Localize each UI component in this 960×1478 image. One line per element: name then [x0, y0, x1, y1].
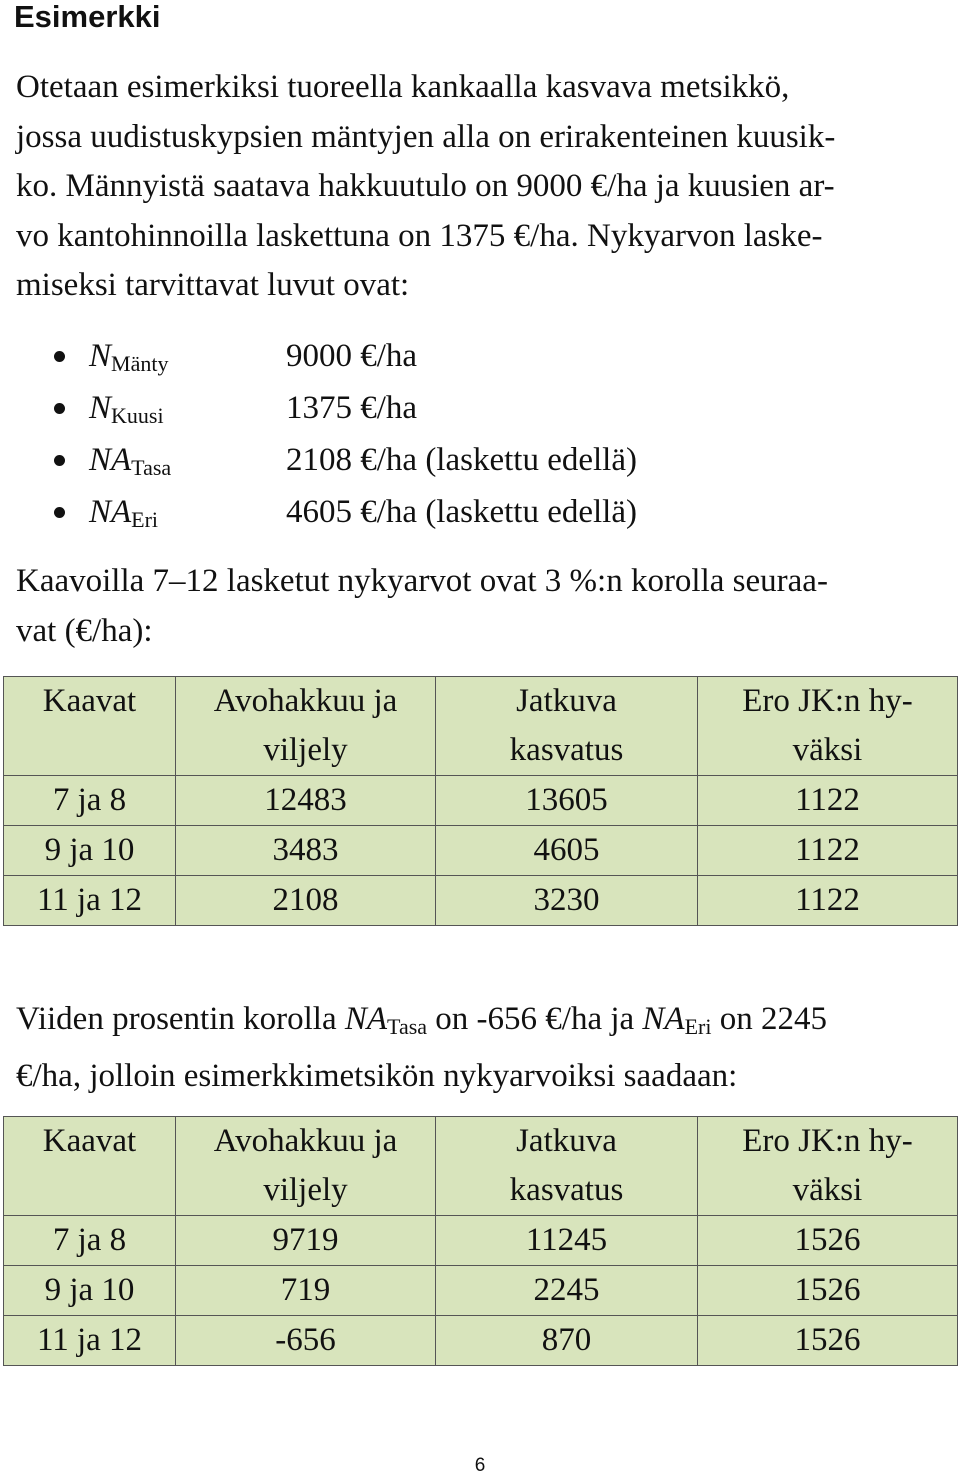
paragraph-line: Viiden prosentin korolla $NA_{Tasa}$ on -656 €/ha ja $NA_{Eri}$ on 2245	[16, 1001, 827, 1039]
variable-value: 1375 €/ha	[286, 390, 418, 426]
table-cell: 11 ja 12	[4, 876, 176, 926]
table-cell: 3230	[436, 876, 698, 926]
table-cell: 1122	[698, 876, 958, 926]
variable-value: 9000 €/ha	[286, 338, 418, 374]
bullet-icon	[54, 455, 65, 466]
table-cell: 3483	[176, 826, 436, 876]
intro-line: jossa uudistuskypsien mäntyjen alla on erirakenteinen kuusik-	[16, 118, 836, 155]
table-cell: 1526	[698, 1216, 958, 1266]
variable-symbol: $NA_{Tasa}$	[89, 442, 172, 480]
table-cell: 2108	[176, 876, 436, 926]
table-cell: 719	[176, 1266, 436, 1316]
table-header-row	[4, 677, 958, 776]
table-cell: 13605	[436, 776, 698, 826]
values-list	[16, 330, 916, 538]
header-formulas: Kaavat	[4, 1117, 176, 1216]
intro-line: Otetaan esimerkiksi tuoreella kankaalla kasvava metsikkö,	[16, 69, 790, 105]
variable-value: 4605 €/ha (laskettu edellä)	[286, 494, 637, 530]
table-cell: 1526	[698, 1266, 958, 1316]
section-heading: Esimerkki	[14, 0, 161, 34]
intro-paragraph	[16, 63, 944, 311]
table-cell: 7 ja 8	[4, 1216, 176, 1266]
table-header-row	[4, 1117, 958, 1216]
list-item	[16, 382, 916, 434]
table-cell: 12483	[176, 776, 436, 826]
header-clearcut: Avohakkuu ja viljely	[176, 677, 436, 776]
list-item	[16, 330, 916, 382]
table-cell: 1526	[698, 1316, 958, 1366]
table-row	[4, 776, 958, 826]
bullet-icon	[54, 351, 65, 362]
page-number: 6	[474, 1455, 486, 1476]
table-row	[4, 1266, 958, 1316]
table-cell: 1122	[698, 776, 958, 826]
table-cell: 870	[436, 1316, 698, 1366]
present-value-table-5pct	[3, 1116, 958, 1366]
table-cell: 1122	[698, 826, 958, 876]
intro-line: vo kantohinnoilla laskettuna on 1375 €/ha. Nykyarvon laske-	[16, 217, 823, 254]
header-formulas: Kaavat	[4, 677, 176, 776]
intro-line: ko. Männyistä saatava hakkuutulo on 9000 €/ha ja kuusien ar-	[16, 168, 835, 204]
variable-symbol: $N_{Mänty}$	[89, 338, 169, 376]
interest-3-paragraph	[16, 557, 944, 656]
table-cell: 9 ja 10	[4, 826, 176, 876]
intro-line: miseksi tarvittavat luvut ovat:	[16, 267, 410, 303]
table-cell: 9 ja 10	[4, 1266, 176, 1316]
list-item	[16, 486, 916, 538]
table-cell: 2245	[436, 1266, 698, 1316]
paragraph-line: €/ha, jolloin esimerkkimetsikön nykyarvoiksi saadaan:	[16, 1057, 738, 1094]
present-value-table-3pct	[3, 676, 958, 926]
list-item	[16, 434, 916, 486]
interest-5-paragraph	[16, 995, 946, 1101]
paragraph-line: vat (€/ha):	[16, 612, 153, 649]
header-continuous: Jatkuva kasvatus	[436, 1117, 698, 1216]
table-cell: -656	[176, 1316, 436, 1366]
header-continuous: Jatkuva kasvatus	[436, 677, 698, 776]
header-difference: Ero JK:n hy- väksi	[698, 677, 958, 776]
bullet-icon	[54, 507, 65, 518]
header-difference: Ero JK:n hy- väksi	[698, 1117, 958, 1216]
table-cell: 11 ja 12	[4, 1316, 176, 1366]
table-cell: 7 ja 8	[4, 776, 176, 826]
table-cell: 11245	[436, 1216, 698, 1266]
bullet-icon	[54, 403, 65, 414]
variable-symbol: $NA_{Eri}$	[89, 494, 159, 532]
variable-symbol: $N_{Kuusi}$	[89, 390, 164, 428]
table-row	[4, 1216, 958, 1266]
header-clearcut: Avohakkuu ja viljely	[176, 1117, 436, 1216]
table-row	[4, 826, 958, 876]
table-row	[4, 1316, 958, 1366]
table-cell: 9719	[176, 1216, 436, 1266]
variable-value: 2108 €/ha (laskettu edellä)	[286, 442, 637, 478]
table-row	[4, 876, 958, 926]
paragraph-line: Kaavoilla 7–12 lasketut nykyarvot ovat 3 %:n korolla seuraa-	[16, 563, 828, 599]
table-cell: 4605	[436, 826, 698, 876]
